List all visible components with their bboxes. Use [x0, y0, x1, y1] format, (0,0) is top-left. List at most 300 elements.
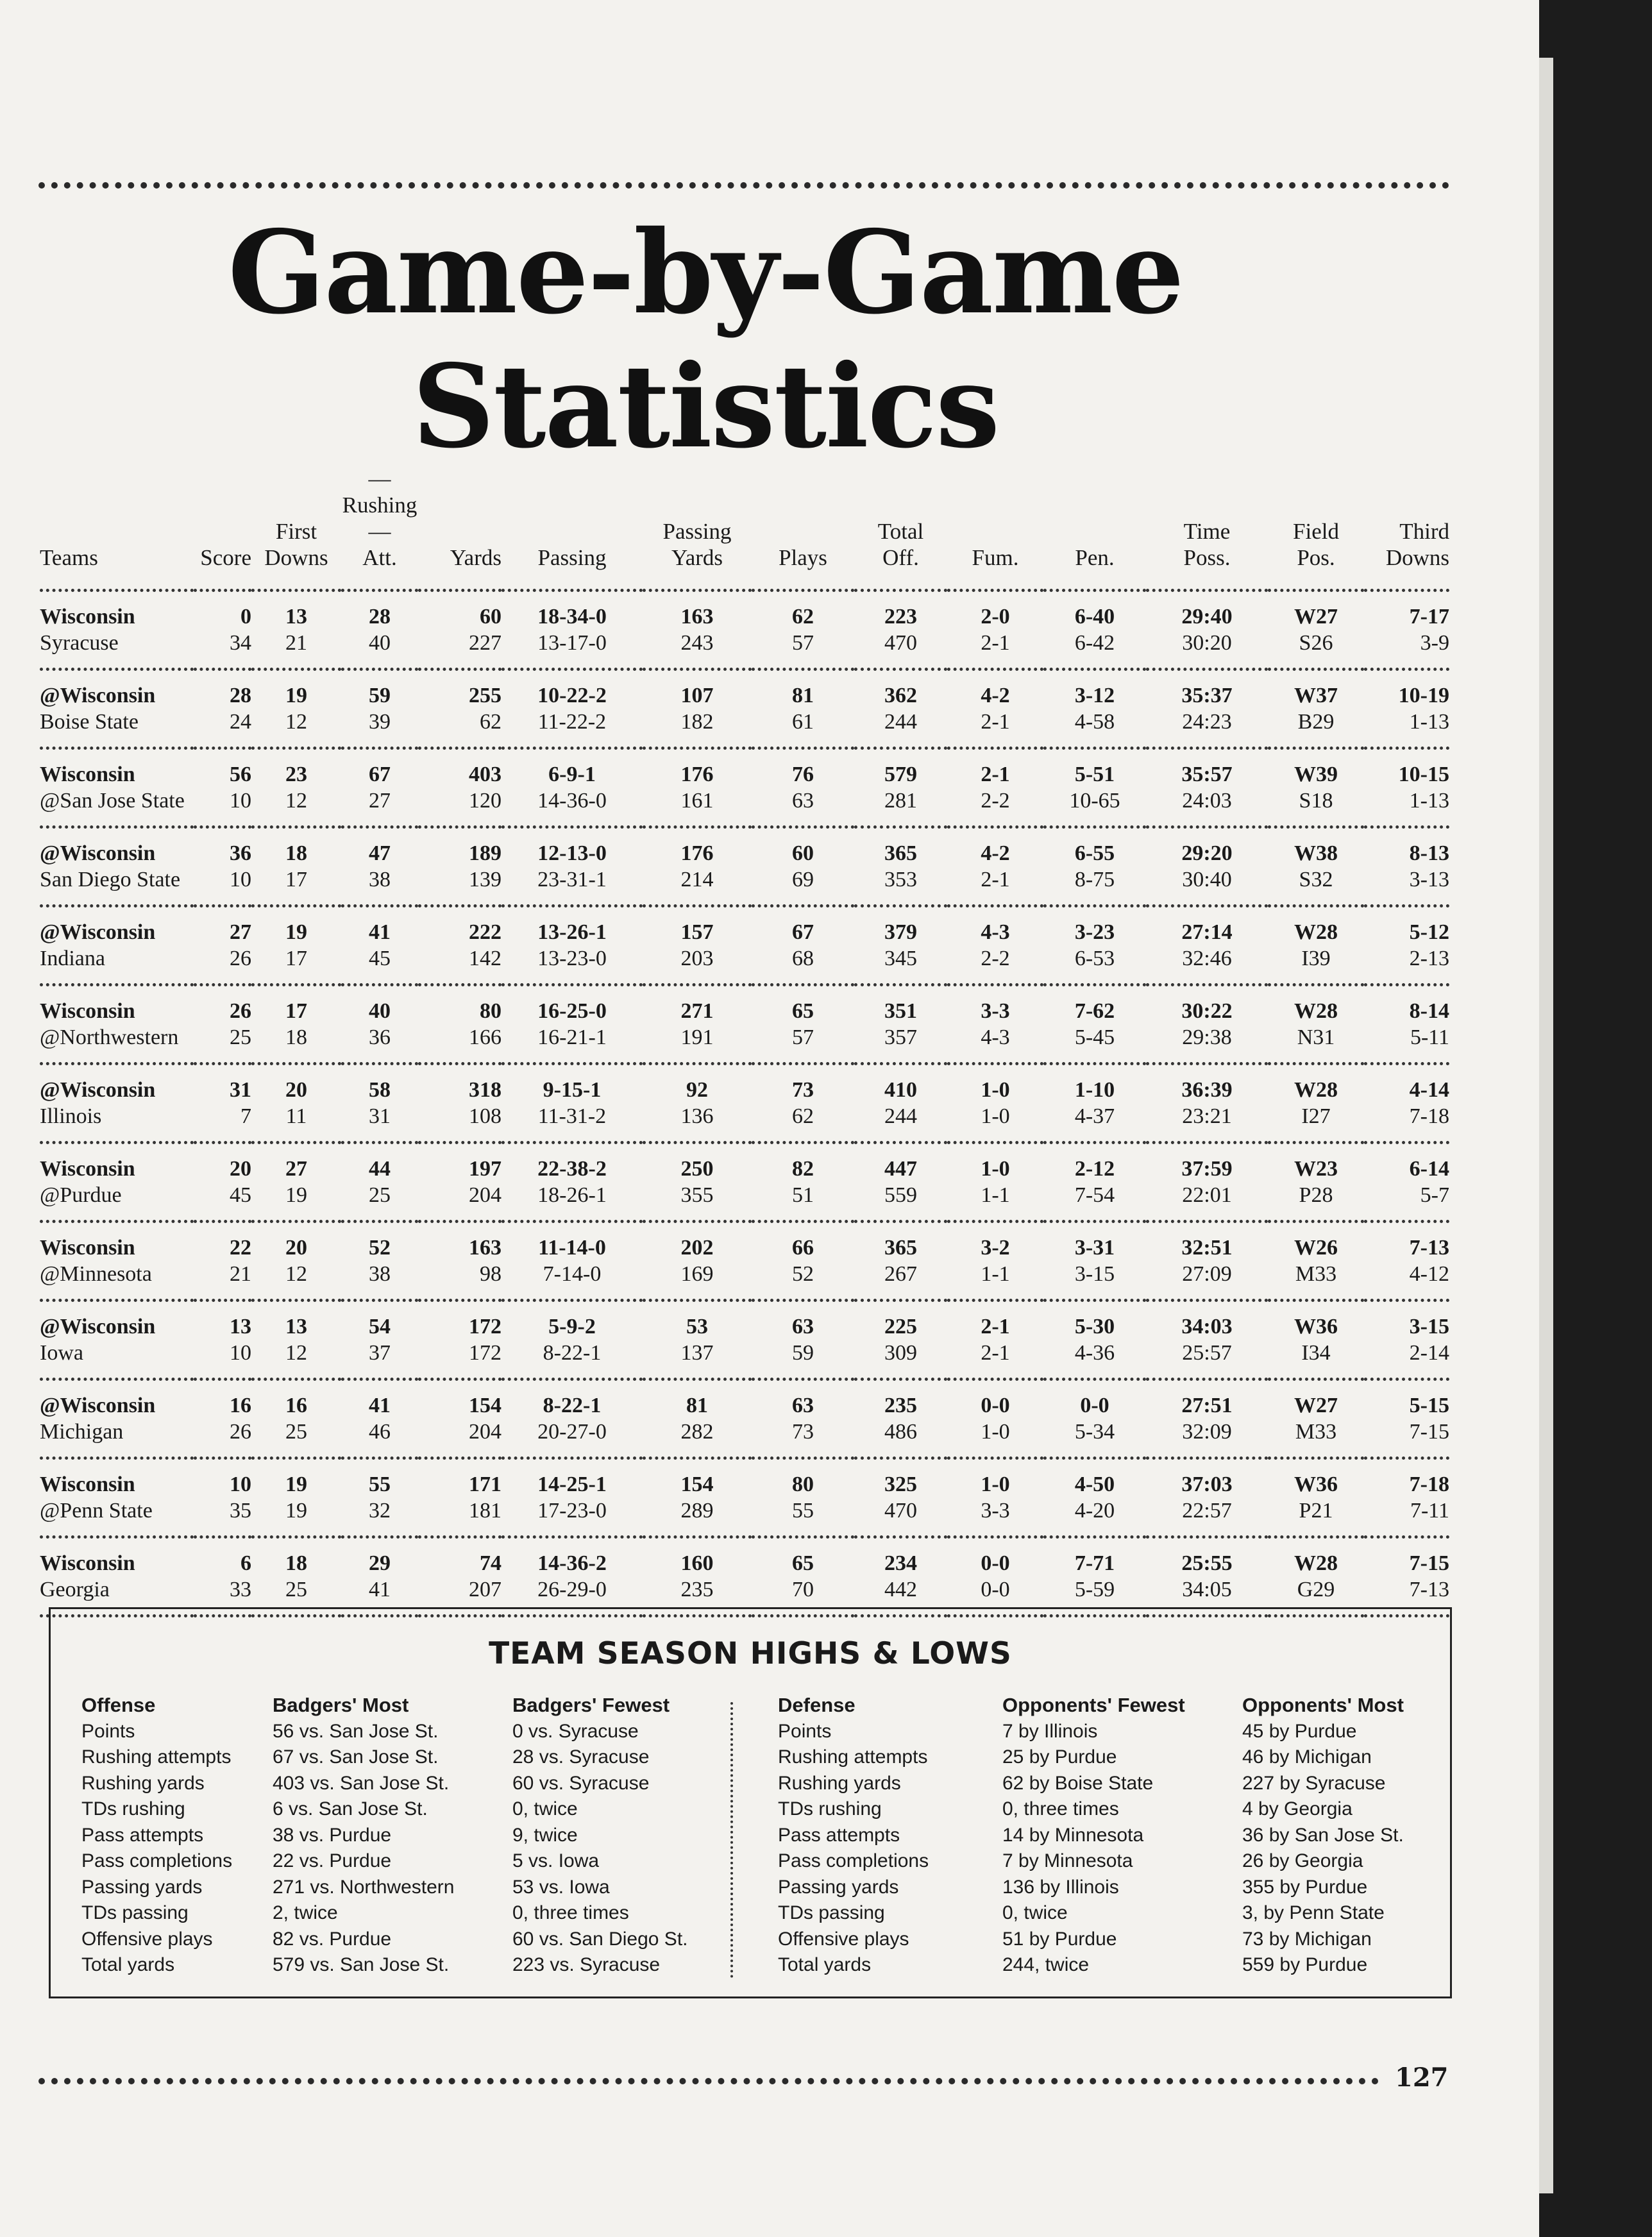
cell-score: 27: [230, 920, 251, 944]
cell-first-downs: 21: [251, 630, 341, 670]
cell-score: 10: [230, 1473, 251, 1496]
offense-category-item: TDs rushing: [81, 1798, 185, 1819]
cell-rush-att: 36: [341, 1024, 418, 1064]
opponents-fewest-item: 136 by Illinois: [1002, 1876, 1119, 1898]
cell-passing: 9-15-1: [543, 1078, 602, 1102]
cell-rush-yards: 181: [418, 1498, 501, 1537]
header-rush-att: [341, 466, 418, 591]
header-time-poss: [1146, 466, 1268, 591]
header-line2: Downs: [264, 545, 328, 570]
cell-score: 34: [194, 630, 251, 670]
cell-time-poss: 27:14: [1181, 920, 1233, 944]
cell-fum: 2-1: [947, 866, 1043, 906]
cell-passing: 16-25-0: [537, 999, 607, 1023]
cell-field-pos: W27: [1294, 1394, 1338, 1417]
offense-category-item: Points: [81, 1720, 135, 1742]
cell-third-downs: 5-11: [1364, 1024, 1449, 1064]
cell-passing: 22-38-2: [537, 1157, 607, 1181]
badgers-most-item: 403 vs. San Jose St.: [273, 1772, 450, 1794]
cell-pass-yards: 214: [643, 866, 752, 906]
cell-fum: 3-3: [981, 999, 1010, 1023]
cell-plays: 62: [752, 1103, 854, 1143]
table-row-opponent: [40, 1024, 1449, 1064]
cell-total-off: 345: [854, 945, 947, 985]
table-row-wisconsin: [40, 827, 1449, 867]
cell-teams: Wisconsin: [40, 605, 135, 629]
table-row-wisconsin: [40, 1143, 1449, 1183]
top-dotted-rule: [38, 182, 1449, 189]
badgers-fewest-item: 28 vs. Syracuse: [512, 1746, 650, 1768]
cell-fum: 0-0: [947, 1576, 1043, 1616]
cell-pass-yards: 289: [643, 1498, 752, 1537]
cell-total-off: 351: [884, 999, 917, 1023]
cell-pen: 6-40: [1074, 605, 1115, 629]
cell-pen: 7-62: [1074, 999, 1115, 1023]
cell-pen: 6-42: [1043, 630, 1146, 670]
cell-fum: 3-3: [947, 1498, 1043, 1537]
cell-field-pos: S26: [1268, 630, 1364, 670]
cell-total-off: 234: [884, 1551, 917, 1575]
badgers-fewest-item: 223 vs. Syracuse: [512, 1954, 661, 1975]
cell-time-poss: 27:51: [1181, 1394, 1233, 1417]
cell-total-off: 353: [854, 866, 947, 906]
cell-first-downs: 25: [251, 1419, 341, 1458]
cell-time-poss: 23:21: [1146, 1103, 1268, 1143]
cell-total-off: 267: [854, 1261, 947, 1301]
cell-third-downs: 3-15: [1409, 1315, 1449, 1338]
cell-teams: Iowa: [40, 1340, 194, 1380]
badgers-fewest-item: 9, twice: [512, 1824, 578, 1846]
opponents-fewest-item: 14 by Minnesota: [1002, 1824, 1144, 1846]
cell-fum: 4-3: [981, 920, 1010, 944]
header-line1: Time: [1183, 519, 1231, 544]
offense-category-item: Rushing yards: [81, 1772, 205, 1794]
cell-field-pos: W28: [1294, 920, 1338, 944]
cell-teams: Wisconsin: [40, 763, 135, 786]
cell-pen: 4-37: [1043, 1103, 1146, 1143]
cell-pen: 3-31: [1074, 1236, 1115, 1260]
header-score: [194, 466, 251, 591]
opponents-fewest-item: 51 by Purdue: [1002, 1928, 1117, 1950]
cell-pass-yards: 282: [643, 1419, 752, 1458]
cell-time-poss: 29:20: [1181, 841, 1233, 865]
cell-rush-yards: 139: [418, 866, 501, 906]
opponents-most-item: 3, by Penn State: [1242, 1902, 1385, 1923]
cell-rush-yards: 80: [480, 999, 501, 1023]
cell-time-poss: 32:09: [1146, 1419, 1268, 1458]
cell-field-pos: W37: [1294, 684, 1338, 707]
cell-pass-yards: 81: [686, 1394, 708, 1417]
cell-plays: 65: [792, 999, 814, 1023]
cell-passing: 8-22-1: [543, 1394, 602, 1417]
cell-score: 36: [230, 841, 251, 865]
cell-rush-yards: 172: [418, 1340, 501, 1380]
cell-time-poss: 34:03: [1181, 1315, 1233, 1338]
cell-teams: @Wisconsin: [40, 1078, 156, 1102]
cell-plays: 57: [752, 1024, 854, 1064]
cell-field-pos: B29: [1268, 709, 1364, 748]
bottom-dotted-rule: [38, 2078, 1379, 2084]
table-row-wisconsin: [40, 1458, 1449, 1498]
cell-rush-att: 39: [341, 709, 418, 748]
cell-rush-att: 67: [369, 763, 391, 786]
cell-time-poss: 30:20: [1146, 630, 1268, 670]
cell-score: 20: [230, 1157, 251, 1181]
cell-field-pos: W28: [1294, 1078, 1338, 1102]
cell-passing: 18-34-0: [537, 605, 607, 629]
header-line2: Plays: [779, 545, 827, 570]
cell-pass-yards: 355: [643, 1182, 752, 1222]
cell-teams: Georgia: [40, 1576, 194, 1616]
cell-fum: 2-2: [947, 788, 1043, 827]
table-row-opponent: [40, 1340, 1449, 1380]
cell-teams: Wisconsin: [40, 1551, 135, 1575]
cell-field-pos: W23: [1294, 1157, 1338, 1181]
opponents-most-column: [1242, 1693, 1404, 1979]
header-field-pos: [1268, 466, 1364, 591]
cell-score: 26: [230, 999, 251, 1023]
offense-category-item: Total yards: [81, 1954, 175, 1975]
cell-pen: 0-0: [1080, 1394, 1109, 1417]
table-row-wisconsin: [40, 1380, 1449, 1419]
cell-third-downs: 10-19: [1398, 684, 1449, 707]
header-line2: Yards: [450, 545, 501, 570]
defense-category-item: Rushing attempts: [778, 1746, 928, 1768]
cell-total-off: 447: [884, 1157, 917, 1181]
cell-plays: 80: [792, 1473, 814, 1496]
badgers-most-item: 22 vs. Purdue: [273, 1850, 392, 1871]
cell-passing: 13-26-1: [537, 920, 607, 944]
header-line1: Passing: [662, 519, 732, 544]
cell-rush-att: 28: [369, 605, 391, 629]
cell-rush-att: 55: [369, 1473, 391, 1496]
cell-field-pos: S32: [1268, 866, 1364, 906]
badgers-fewest-item: 60 vs. Syracuse: [512, 1772, 650, 1794]
cell-teams: @Wisconsin: [40, 920, 156, 944]
cell-pass-yards: 203: [643, 945, 752, 985]
table-row-wisconsin: [40, 748, 1449, 788]
table-row-opponent: [40, 630, 1449, 670]
cell-pass-yards: 235: [643, 1576, 752, 1616]
cell-passing: 17-23-0: [501, 1498, 643, 1537]
opponents-fewest-item: 62 by Boise State: [1002, 1772, 1154, 1794]
cell-field-pos: W26: [1294, 1236, 1338, 1260]
cell-field-pos: W36: [1294, 1315, 1338, 1338]
opponents-fewest-item: 0, twice: [1002, 1902, 1068, 1923]
offense-category-header: Offense: [81, 1694, 156, 1716]
cell-score: 26: [194, 945, 251, 985]
cell-score: 22: [230, 1236, 251, 1260]
cell-time-poss: 30:40: [1146, 866, 1268, 906]
cell-third-downs: 8-13: [1409, 841, 1449, 865]
header-line2: Teams: [40, 545, 98, 570]
cell-pen: 3-23: [1074, 920, 1115, 944]
page-title: Game-by-Game Statistics: [228, 205, 1183, 473]
header-line2: Score: [200, 545, 251, 570]
cell-score: 45: [194, 1182, 251, 1222]
offense-category-item: Pass attempts: [81, 1824, 204, 1846]
cell-score: 25: [194, 1024, 251, 1064]
table-row-opponent: [40, 945, 1449, 985]
table-row-opponent: [40, 1103, 1449, 1143]
opponents-fewest-column: [1002, 1693, 1185, 1979]
header-line1: Third: [1399, 519, 1449, 544]
cell-time-poss: 29:40: [1181, 605, 1233, 629]
cell-total-off: 379: [884, 920, 917, 944]
cell-passing: 18-26-1: [501, 1182, 643, 1222]
defense-category-header: Defense: [778, 1694, 856, 1716]
header-passing: [501, 466, 643, 591]
badgers-most-item: 82 vs. Purdue: [273, 1928, 392, 1950]
opponents-fewest-item: 0, three times: [1002, 1798, 1119, 1819]
cell-total-off: 281: [854, 788, 947, 827]
header-plays: [752, 466, 854, 591]
header-fum: [947, 466, 1043, 591]
cell-plays: 63: [792, 1315, 814, 1338]
table-row-opponent: [40, 1419, 1449, 1458]
cell-teams: @Northwestern: [40, 1024, 194, 1064]
cell-time-poss: 24:03: [1146, 788, 1268, 827]
cell-rush-yards: 171: [469, 1473, 501, 1496]
cell-rush-yards: 60: [480, 605, 501, 629]
cell-rush-yards: 204: [418, 1182, 501, 1222]
cell-first-downs: 27: [285, 1157, 307, 1181]
cell-fum: 2-1: [981, 763, 1010, 786]
cell-pen: 7-71: [1074, 1551, 1115, 1575]
header-line2: Pen.: [1075, 545, 1115, 570]
cell-teams: Boise State: [40, 709, 194, 748]
cell-plays: 55: [752, 1498, 854, 1537]
game-stats-table: [40, 466, 1449, 1617]
cell-score: 28: [230, 684, 251, 707]
cell-fum: 2-2: [947, 945, 1043, 985]
header-rush-yards: [418, 466, 501, 591]
cell-score: 6: [240, 1551, 251, 1575]
cell-pass-yards: 169: [643, 1261, 752, 1301]
cell-time-poss: 24:23: [1146, 709, 1268, 748]
cell-field-pos: W27: [1294, 605, 1338, 629]
opponents-fewest-item: 7 by Minnesota: [1002, 1850, 1133, 1871]
badgers-most-column: [273, 1693, 454, 1979]
cell-teams: Michigan: [40, 1419, 194, 1458]
page-number: 127: [1395, 2063, 1449, 2093]
cell-rush-att: 27: [341, 788, 418, 827]
cell-first-downs: 25: [251, 1576, 341, 1616]
cell-first-downs: 20: [285, 1078, 307, 1102]
highs-lows-title: TEAM SEASON HIGHS & LOWS: [489, 1636, 1012, 1671]
cell-fum: 2-0: [981, 605, 1010, 629]
cell-teams: @Wisconsin: [40, 841, 156, 865]
badgers-most-header: Badgers' Most: [273, 1694, 409, 1716]
cell-rush-yards: 207: [418, 1576, 501, 1616]
badgers-most-item: 579 vs. San Jose St.: [273, 1954, 450, 1975]
cell-teams: @Wisconsin: [40, 1315, 156, 1338]
cell-passing: 11-14-0: [538, 1236, 606, 1260]
cell-time-poss: 25:55: [1181, 1551, 1233, 1575]
cell-first-downs: 13: [285, 605, 307, 629]
cell-teams: @Penn State: [40, 1498, 194, 1537]
cell-pen: 1-10: [1074, 1078, 1115, 1102]
cell-plays: 62: [792, 605, 814, 629]
cell-rush-att: 38: [341, 866, 418, 906]
cell-pen: 5-45: [1043, 1024, 1146, 1064]
cell-total-off: 365: [884, 841, 917, 865]
cell-third-downs: 4-14: [1409, 1078, 1449, 1102]
cell-third-downs: 3-9: [1364, 630, 1449, 670]
cell-time-poss: 35:37: [1181, 684, 1233, 707]
badgers-fewest-item: 5 vs. Iowa: [512, 1850, 600, 1871]
opponents-fewest-item: 7 by Illinois: [1002, 1720, 1098, 1742]
cell-first-downs: 11: [251, 1103, 341, 1143]
cell-third-downs: 1-13: [1364, 709, 1449, 748]
table-row-opponent: [40, 788, 1449, 827]
cell-passing: 7-14-0: [501, 1261, 643, 1301]
cell-first-downs: 18: [251, 1024, 341, 1064]
cell-third-downs: 4-12: [1364, 1261, 1449, 1301]
cell-plays: 57: [752, 630, 854, 670]
defense-category-item: Total yards: [778, 1954, 872, 1975]
cell-field-pos: W28: [1294, 999, 1338, 1023]
cell-rush-att: 52: [369, 1236, 391, 1260]
defense-category-item: Points: [778, 1720, 832, 1742]
cell-total-off: 410: [884, 1078, 917, 1102]
cell-passing: 8-22-1: [501, 1340, 643, 1380]
cell-first-downs: 12: [251, 1261, 341, 1301]
cell-first-downs: 19: [285, 684, 307, 707]
header-line2: Poss.: [1183, 545, 1231, 570]
cell-plays: 66: [792, 1236, 814, 1260]
cell-fum: 1-0: [981, 1473, 1010, 1496]
opponents-most-item: 46 by Michigan: [1242, 1746, 1372, 1768]
cell-pass-yards: 92: [686, 1078, 708, 1102]
offense-category-item: Offensive plays: [81, 1928, 213, 1950]
cell-time-poss: 22:57: [1146, 1498, 1268, 1537]
cell-teams: @Wisconsin: [40, 684, 156, 707]
table-row-opponent: [40, 709, 1449, 748]
cell-score: 7: [194, 1103, 251, 1143]
cell-first-downs: 12: [251, 709, 341, 748]
cell-pass-yards: 137: [643, 1340, 752, 1380]
cell-passing: 14-25-1: [537, 1473, 607, 1496]
cell-time-poss: 35:57: [1181, 763, 1233, 786]
cell-teams: @San Jose State: [40, 788, 194, 827]
opponents-most-item: 26 by Georgia: [1242, 1850, 1363, 1871]
cell-first-downs: 17: [251, 945, 341, 985]
defense-category-item: Pass attempts: [778, 1824, 900, 1846]
cell-passing: 13-23-0: [501, 945, 643, 985]
cell-plays: 59: [752, 1340, 854, 1380]
cell-score: 56: [230, 763, 251, 786]
cell-rush-yards: 227: [418, 630, 501, 670]
cell-rush-yards: 197: [469, 1157, 501, 1181]
cell-third-downs: 7-15: [1364, 1419, 1449, 1458]
cell-passing: 20-27-0: [501, 1419, 643, 1458]
header-teams: [40, 466, 194, 591]
cell-field-pos: P21: [1268, 1498, 1364, 1537]
cell-third-downs: 8-14: [1409, 999, 1449, 1023]
cell-time-poss: 36:39: [1181, 1078, 1233, 1102]
cell-rush-att: 40: [369, 999, 391, 1023]
badgers-fewest-item: 0 vs. Syracuse: [512, 1720, 639, 1742]
cell-rush-att: 29: [369, 1551, 391, 1575]
cell-teams: @Minnesota: [40, 1261, 194, 1301]
cell-plays: 81: [792, 684, 814, 707]
cell-passing: 10-22-2: [537, 684, 607, 707]
cell-time-poss: 29:38: [1146, 1024, 1268, 1064]
cell-fum: 4-3: [947, 1024, 1043, 1064]
cell-third-downs: 7-17: [1409, 605, 1449, 629]
cell-fum: 1-0: [947, 1419, 1043, 1458]
cell-rush-att: 54: [369, 1315, 391, 1338]
opponents-most-item: 355 by Purdue: [1242, 1876, 1368, 1898]
offense-category-item: Passing yards: [81, 1876, 203, 1898]
cell-field-pos: I39: [1268, 945, 1364, 985]
cell-plays: 76: [792, 763, 814, 786]
cell-field-pos: W39: [1294, 763, 1338, 786]
cell-fum: 3-2: [981, 1236, 1010, 1260]
cell-passing: 14-36-2: [537, 1551, 607, 1575]
cell-time-poss: 30:22: [1181, 999, 1233, 1023]
cell-field-pos: M33: [1268, 1261, 1364, 1301]
cell-pass-yards: 157: [680, 920, 714, 944]
cell-rush-yards: 163: [469, 1236, 501, 1260]
cell-time-poss: 25:57: [1146, 1340, 1268, 1380]
opponents-most-item: 559 by Purdue: [1242, 1954, 1368, 1975]
cell-total-off: 470: [854, 1498, 947, 1537]
cell-teams: Syracuse: [40, 630, 194, 670]
badgers-fewest-item: 53 vs. Iowa: [512, 1876, 610, 1898]
cell-rush-yards: 318: [469, 1078, 501, 1102]
header-first-downs: [251, 466, 341, 591]
cell-score: 35: [194, 1498, 251, 1537]
cell-teams: @Purdue: [40, 1182, 194, 1222]
cell-pen: 3-12: [1074, 684, 1115, 707]
table-row-wisconsin: [40, 1537, 1449, 1577]
badgers-fewest-item: 60 vs. San Diego St.: [512, 1928, 688, 1950]
cell-pass-yards: 271: [680, 999, 714, 1023]
highs-lows-divider: [730, 1702, 733, 1978]
header-pen: [1043, 466, 1146, 591]
opponents-most-item: 227 by Syracuse: [1242, 1772, 1386, 1794]
cell-teams: Wisconsin: [40, 1473, 135, 1496]
cell-total-off: 362: [884, 684, 917, 707]
cell-first-downs: 19: [251, 1498, 341, 1537]
cell-first-downs: 17: [285, 999, 307, 1023]
opponents-most-item: 45 by Purdue: [1242, 1720, 1357, 1742]
cell-rush-att: 31: [341, 1103, 418, 1143]
cell-field-pos: S18: [1268, 788, 1364, 827]
cell-third-downs: 7-18: [1364, 1103, 1449, 1143]
badgers-most-item: 56 vs. San Jose St.: [273, 1720, 439, 1742]
cell-pen: 10-65: [1043, 788, 1146, 827]
cell-rush-yards: 255: [469, 684, 501, 707]
cell-teams: Wisconsin: [40, 999, 135, 1023]
cell-rush-yards: 189: [469, 841, 501, 865]
cell-pen: 5-34: [1043, 1419, 1146, 1458]
cell-total-off: 442: [854, 1576, 947, 1616]
cell-rush-yards: 222: [469, 920, 501, 944]
cell-rush-att: 41: [369, 1394, 391, 1417]
cell-rush-att: 46: [341, 1419, 418, 1458]
cell-passing: 5-9-2: [548, 1315, 596, 1338]
table-row-wisconsin: [40, 1301, 1449, 1340]
opponents-fewest-header: Opponents' Fewest: [1002, 1694, 1185, 1716]
cell-passing: 13-17-0: [501, 630, 643, 670]
cell-fum: 4-2: [981, 841, 1010, 865]
cell-first-downs: 17: [251, 866, 341, 906]
cell-teams: @Wisconsin: [40, 1394, 156, 1417]
cell-fum: 2-1: [947, 1340, 1043, 1380]
